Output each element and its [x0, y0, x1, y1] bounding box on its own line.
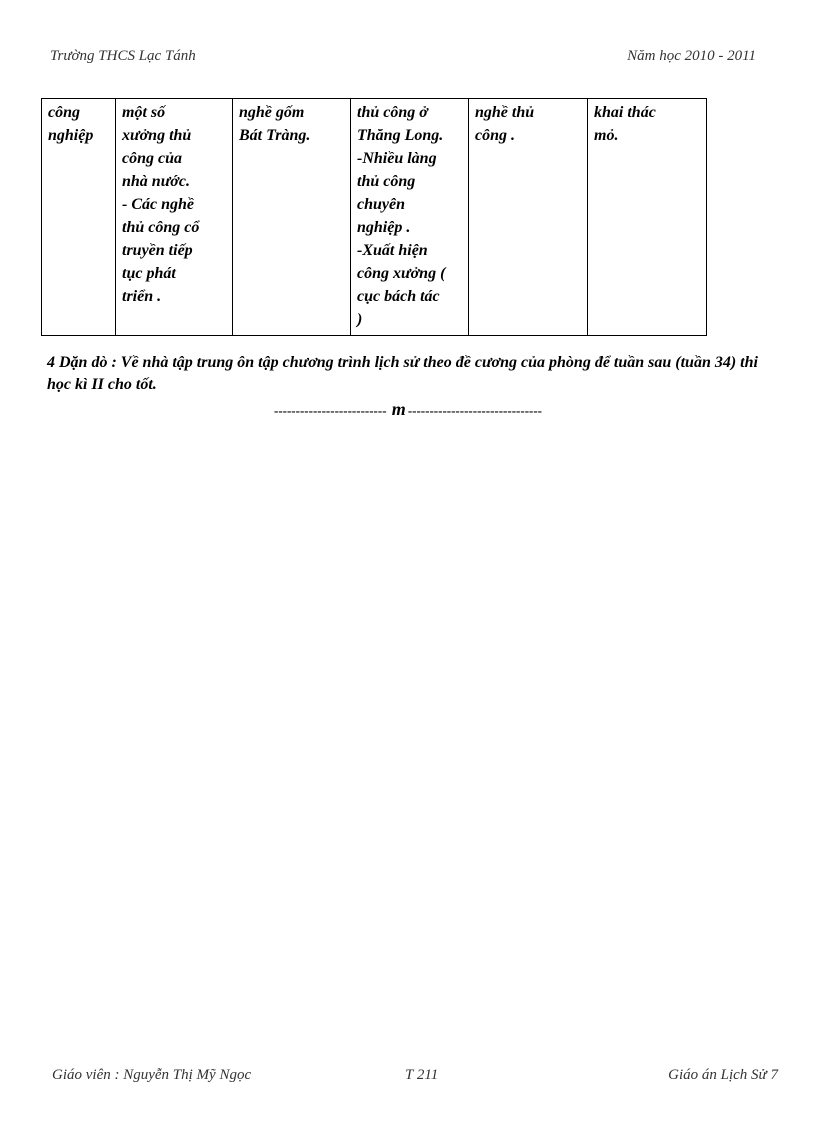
divider-ornament: m — [391, 399, 406, 419]
table-cell-sector: công nghiệp — [42, 99, 116, 336]
table-cell: một số xưởng thủ công của nhà nước. - Các nghề thủ công cổ truyền tiếp tục phát triển . — [116, 99, 233, 336]
homework-note: 4 Dặn dò : Về nhà tập trung ôn tập chương trình lịch sử theo đề cương của phòng để tuần sau (tuần 34) thi học kì II cho tốt. — [47, 354, 758, 393]
table-cell: nghề thủ công . — [469, 99, 588, 336]
table-cell: thủ công ở Thăng Long. -Nhiều làng thủ công chuyên nghiệp . -Xuất hiện công xưởng ( cục bách tác ) — [351, 99, 469, 336]
table-cell: nghề gốm Bát Tràng. — [233, 99, 351, 336]
header-school-year: Năm học 2010 - 2011 — [627, 48, 756, 64]
section-divider — [0, 399, 816, 420]
table-row — [42, 99, 707, 336]
table-cell: khai thác mỏ. — [588, 99, 707, 336]
content-table — [41, 98, 707, 336]
divider-line-right: ------------------------------- — [407, 403, 543, 418]
footer-teacher: Giáo viên : Nguyễn Thị Mỹ Ngọc — [52, 1067, 252, 1083]
divider-line-left: -------------------------- — [273, 403, 390, 418]
header-school: Trường THCS Lạc Tánh — [50, 48, 196, 64]
footer-subject: Giáo án Lịch Sử 7 — [668, 1067, 778, 1083]
footer-page-number: T 211 — [405, 1067, 439, 1083]
